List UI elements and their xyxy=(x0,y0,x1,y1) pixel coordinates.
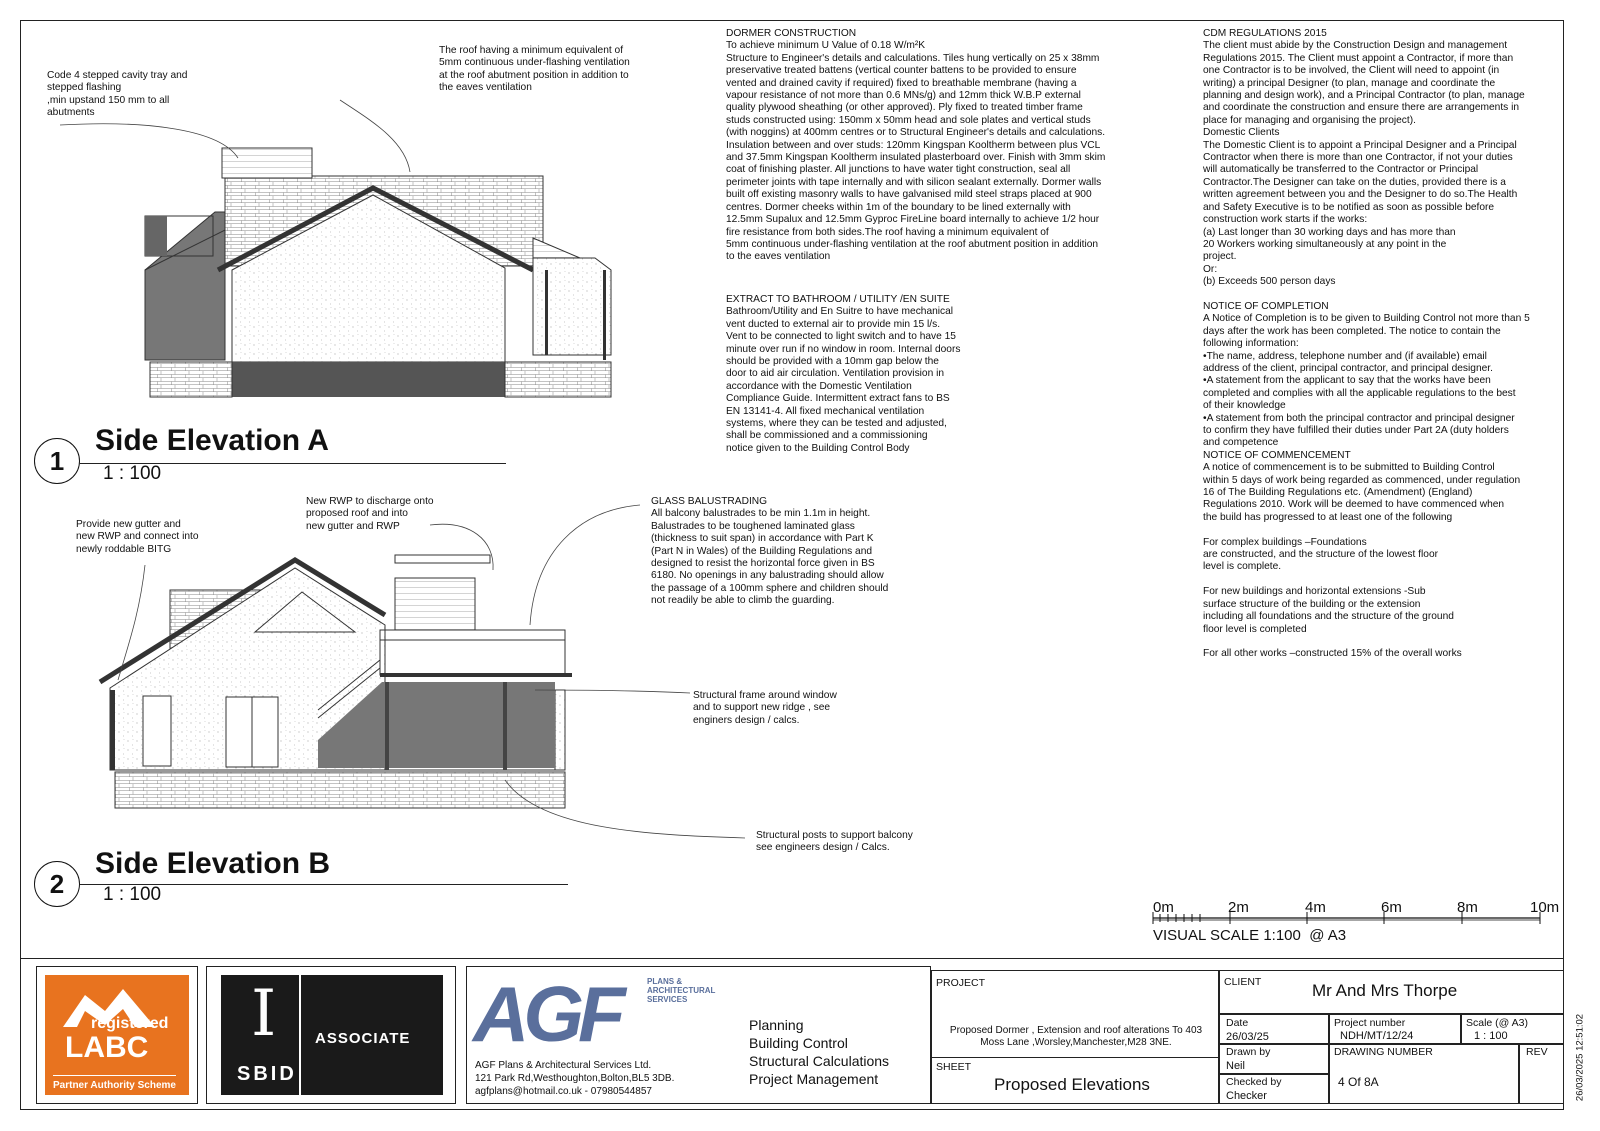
date-label: Date xyxy=(1226,1017,1249,1029)
project-number-label: Project number xyxy=(1334,1017,1406,1029)
balcony-post-2 xyxy=(503,682,507,770)
sheet-label: SHEET xyxy=(936,1061,972,1073)
agf-box xyxy=(466,966,931,1104)
date-box xyxy=(1219,1014,1329,1044)
labc-name: LABC xyxy=(65,1031,149,1064)
dormer-b xyxy=(395,578,475,630)
plinth-b xyxy=(115,772,565,808)
note-extract: EXTRACT TO BATHROOM / UTILITY /EN SUITE Bathroom/Utility and En Suitre to have mechanical vent ducted to external air to provide min 15 l/s. Vent to be connected to light switch and to have 15 minute over run if no window in room. Internal doors should be provided with a 10mm gap below the door to aid air circulation. Ventilation provision in accordance with the Domestic Ventilation Compliance Guide. Intermittent extract fans to BS EN 13141-4. All fixed mechanical ventilation systems, where they can be tested and adjusted, shall be commissioned and a commissioning notice given to the Building Control Body xyxy=(726,294,961,454)
note-cavity-tray: Code 4 stepped cavity tray and stepped flashing ,min upstand 150 mm to all abutments xyxy=(47,70,188,119)
plinth-shadow-a xyxy=(232,362,532,397)
client-name: Mr And Mrs Thorpe xyxy=(1312,981,1458,1000)
sheet-title: Proposed Elevations xyxy=(994,1075,1150,1094)
labc-logo-box xyxy=(36,966,198,1104)
elevation-a-title: Side Elevation A xyxy=(95,424,329,457)
scale-label-2: 2m xyxy=(1228,899,1249,916)
sbid-logo xyxy=(221,975,443,1095)
note-cdm-regulations: CDM REGULATIONS 2015 The client must abide by the Construction Design and management Regulations 2015. The Client must appoint a Contractor, if more than one Contractor is to be involved, the Client will need to appoint (in writing) a principal Designer (to plan, manage and coordinate the planning and design work), and a Principal Contractor (to plan, manage and coordinate the construction and ensure there are arrangements in place for managing and organising the project). Domestic Clients The Domestic Client is to appoint a Principal Designer and a Principal Contractor when there is more than one Contractor, if not your duties will automatically be transferred to the Contractor or Principal Contractor.The Designer can take on the duties, provided there is a written agreement between you and the Designer to do so.The Health and Safety Executive is to be notified as soon as possible before construction work starts if the works: (a) Last longer than 30 working days and has more than 20 Workers working simultaneously at any point in the project. Or: (b) Exceeds 500 person days NOTICE OF COMPLETION A Notice of Completion is to be given to Building Control not more than 5 days after the work has been completed. The notice to contain the following information: •The name, address, telephone number and (if available) email address of the client, principal contractor, and principal designer. •A statement from the applicant to say that the works have been completed and complies with all the applicable regulations to the best of their knowledge •A statement from both the principal contractor and principal designer to confirm they have fulfilled their duties under Part 2A (duty holders and competence NOTICE OF COMMENCEMENT A notice of commencement is to be submitted to Building Control within 5 days of work being regarded as commenced, under regulation 16 of The Building Regulations etc. (Amendment) (England) Regulations 2010. Work will be deemed to have commenced when the build has progressed to at least one of the following For complex buildings –Foundations are constructed, and the structure of the lowest floor level is complete. For new buildings and horizontal extensions -Sub surface structure of the building or the extension including all foundations and the structure of the ground floor level is completed For all other works –constructed 15% of the overall works xyxy=(1203,28,1530,660)
extension-roof-a xyxy=(533,238,580,258)
scale-label-4: 4m xyxy=(1305,899,1326,916)
elevation-b-number: 2 xyxy=(34,861,80,907)
checked-box xyxy=(1219,1074,1329,1104)
service-building-control: Building Control xyxy=(749,1035,848,1051)
project-box xyxy=(931,970,1219,1058)
glass-balustrade-b xyxy=(380,630,565,675)
scale-label-10: 10m xyxy=(1530,899,1560,916)
rev-label: REV xyxy=(1526,1046,1548,1058)
project-number-box xyxy=(1329,1014,1461,1044)
scale-value: 1 : 100 xyxy=(1474,1030,1508,1042)
drawn-box xyxy=(1219,1044,1329,1074)
side-elevation-b-drawing xyxy=(100,555,572,808)
elevation-a-scale: 1 : 100 xyxy=(103,463,162,484)
drawn-label: Drawn by xyxy=(1226,1046,1271,1058)
checked-value: Checker xyxy=(1226,1090,1267,1102)
project-number-value: NDH/MT/12/24 xyxy=(1340,1030,1414,1042)
scale-label-6: 6m xyxy=(1381,899,1402,916)
project-description: Proposed Dormer , Extension and roof alterations To 403 Moss Lane ,Worsley,Manchester,M28 3NE. xyxy=(949,1025,1203,1048)
agf-address: 121 Park Rd,Westhoughton,Bolton,BL5 3DB. xyxy=(475,1073,675,1084)
service-project-management: Project Management xyxy=(749,1071,879,1087)
sbid-name: SBID xyxy=(237,1063,297,1085)
drawing-number-value: 4 Of 8A xyxy=(1338,1075,1379,1089)
project-label: PROJECT xyxy=(936,977,986,989)
date-value: 26/03/25 xyxy=(1226,1031,1269,1043)
note-structural-posts: Structural posts to support balcony see engineers design / Calcs. xyxy=(756,830,913,854)
drawing-number-label: DRAWING NUMBER xyxy=(1334,1046,1433,1058)
door-b xyxy=(143,696,171,766)
service-structural: Structural Calculations xyxy=(749,1053,890,1069)
client-label: CLIENT xyxy=(1224,976,1262,988)
sbid-associate: ASSOCIATE xyxy=(315,1030,411,1047)
dormer-roof-a xyxy=(222,148,312,178)
scale-caption: VISUAL SCALE 1:100 @ A3 xyxy=(1153,927,1347,944)
side-elevation-a-drawing xyxy=(145,148,611,397)
labc-registered: registered xyxy=(91,1015,169,1032)
balcony-post-1 xyxy=(385,682,389,770)
side-extension-a xyxy=(533,258,611,355)
note-gutter: Provide new gutter and new RWP and connect into newly roddable BITG xyxy=(76,519,199,555)
rev-box xyxy=(1519,1044,1564,1104)
note-dormer-construction: DORMER CONSTRUCTION To achieve minimum U Value of 0.18 W/m²K Structure to Engineer's details and calculations. Tiles hung vertically on 25 x 38mm preservative treated battens (vertical counter battens to be provided to ensure vented and drained cavity if required) fixed to breathable membrane (having a vapour resistance of not more than 0.6 MNs/g) and 12mm thick W.B.P external quality plywood sheathing (or other approved). Ply fixed to treated timber frame studs constructed using: 150mm x 50mm head and sole plates and vertical studs (with noggins) at 400mm centres or to Structural Engineer's details and calculations. Insulation between and over studs: 120mm Kingspan Kooltherm between plus VCL and 37.5mm Kingspan Kooltherm insulated plasterboard over. Finish with 3mm skim coat of finishing plaster. All junctions to have water tight construction, seal all perimeter joints with tape internally and with silicon sealant externally. Dormer walls built off existing masonry walls to have galvanised mild steel straps placed at 900 centres. Dormer cheeks within 1m of the boundary to be lined externally with 12.5mm Supalux and 12.5mm Gyproc FireLine board internally to achieve 1/2 hour fire resistance from both sides.The roof having a minimum equivalent of 5mm continuous under-flashing ventilation at the roof abutment position in addition to the eaves ventilation xyxy=(726,28,1106,263)
note-glass-balustrading: GLASS BALUSTRADING All balcony balustrades to be min 1.1m in height. Balustrades to be toughened laminated glass (thickness to suit span) in accordance with Part K (Part N in Wales) of the Building Regulations and designed to resist the horizontal force given in BS 6180. No openings in any balustrading should allow the passage of a 100mm sphere and children should not readily be able to climb the guarding. xyxy=(651,496,889,607)
elevation-b-scale: 1 : 100 xyxy=(103,884,162,905)
drawing-number-box xyxy=(1329,1044,1519,1104)
scale-label-0: 0m xyxy=(1153,899,1174,916)
elevation-a-number: 1 xyxy=(34,438,80,484)
service-planning: Planning xyxy=(749,1017,804,1033)
checked-label: Checked by xyxy=(1226,1076,1282,1088)
scale-label: Scale (@ A3) xyxy=(1466,1017,1529,1029)
note-structural-frame: Structural frame around window and to support new ridge , see enginers design / calcs. xyxy=(693,690,837,726)
sbid-logo-box xyxy=(206,966,456,1104)
labc-logo xyxy=(45,975,189,1095)
client-box xyxy=(1219,970,1564,1014)
labc-scheme: Partner Authority Scheme xyxy=(53,1075,176,1091)
scale-box xyxy=(1461,1014,1564,1044)
scale-label-8: 8m xyxy=(1457,899,1478,916)
drawn-value: Neil xyxy=(1226,1060,1245,1072)
agf-logo: AGF xyxy=(473,970,620,1058)
agf-company: AGF Plans & Architectural Services Ltd. xyxy=(475,1060,652,1071)
agf-tagline: PLANS & ARCHITECTURAL SERVICES xyxy=(647,977,716,1004)
note-roof-vent: The roof having a minimum equivalent of 5mm continuous under-flashing ventilation at the roof abutment position in addition to the eaves ventilation xyxy=(439,45,630,94)
sheet-box xyxy=(931,1057,1219,1104)
scale-bar-graphic xyxy=(1153,912,1540,924)
sbid-letter: I xyxy=(251,977,277,1051)
elevation-b-title: Side Elevation B xyxy=(95,847,331,880)
note-rwp: New RWP to discharge onto proposed roof and into new gutter and RWP xyxy=(306,496,434,532)
agf-contact: agfplans@hotmail.co.uk - 07980544857 xyxy=(475,1086,652,1097)
timestamp: 26/03/2025 12:51:02 xyxy=(1574,1013,1586,1102)
